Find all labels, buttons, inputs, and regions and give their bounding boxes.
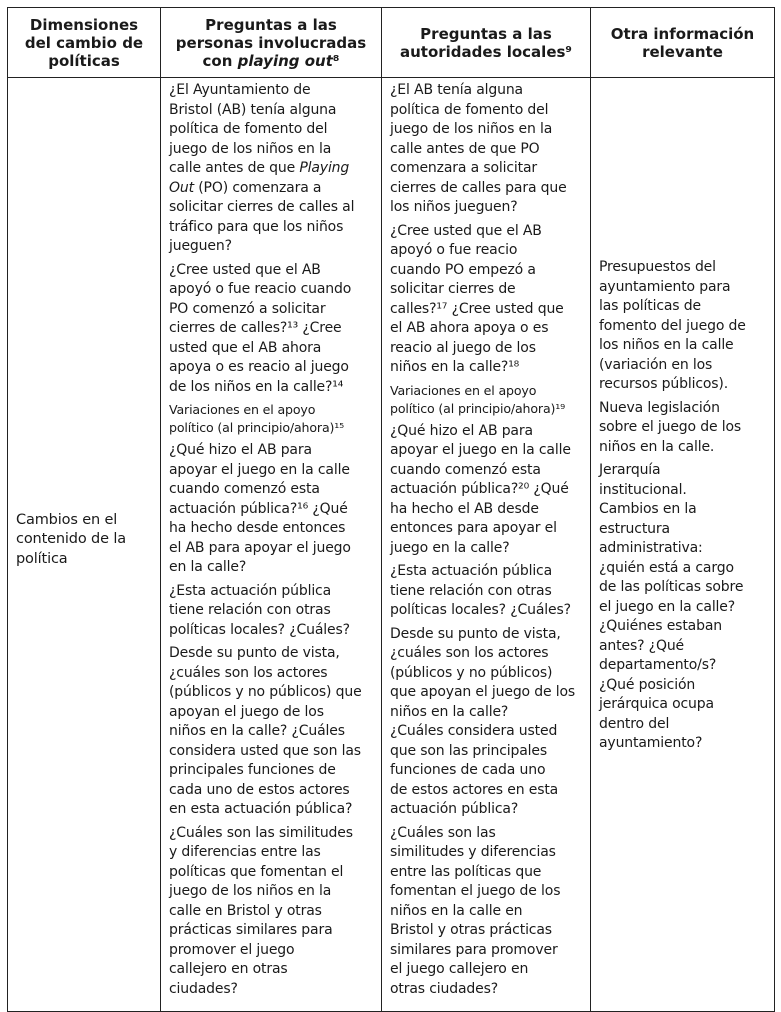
other-info-2: Nueva legislación sobre el juego de los niños en la calle. [599, 399, 742, 455]
header-dimensions-text: Dimensiones del cambio de políticas [24, 15, 144, 70]
stakeholder-question-4: ¿Qué hizo el AB para apoyar el juego en la calle cuando comenzó esta actuación pública?¹⁶ ¿Qué ha hecho desde entonces el AB para apoyar el juego en la calle? [169, 442, 351, 575]
authority-question-5: ¿Esta actuación pública tiene relación con otras políticas locales? ¿Cuáles? [390, 563, 571, 618]
authority-question-1: ¿El AB tenía alguna política de fomento del juego de los niños en la calle antes de que PO comenzara a solicitar cierres de calles para que los niños jueguen? [390, 82, 567, 215]
header-authority-text: Preguntas a las autoridades locales⁹ [399, 24, 572, 61]
dimension-cell [8, 78, 161, 1012]
other-info-3: Jerarquía institucional. Cambios en la estructura administrativa: ¿quién está a cargo de las políticas sobre el juego en la calle? ¿Quiénes estaban antes? ¿Qué departamento/s? ¿Qué posición jerárquica ocupa dentro del ayuntamiento? [599, 462, 744, 751]
stakeholder-question-2: ¿Cree usted que el AB apoyó o fue reacio cuando PO comenzó a solicitar cierres de calles?¹³ ¿Cree usted que el AB ahora apoya o es reacio al juego de los niños en la calle?¹⁴ [169, 261, 352, 395]
header-row [8, 8, 775, 78]
header-dimensions [8, 8, 161, 78]
stakeholder-question-6: Desde su punto de vista, ¿cuáles son los actores (públicos y no públicos) que apoyan el juego de los niños en la calle? ¿Cuáles considera usted que son las principales funciones de cada uno de estos actores en esta actuación pública? [169, 645, 362, 817]
stakeholder-question-5: ¿Esta actuación pública tiene relación con otras políticas locales? ¿Cuáles? [169, 582, 350, 638]
authority-question-7: ¿Cuáles son las similitudes y diferencias entre las políticas que fomentan el juego de los niños en la calle en Bristol y otras prácticas similares para promover el juego callejero en otras ciudades? [390, 824, 561, 997]
authority-question-6: Desde su punto de vista, ¿cuáles son los actores (públicos y no públicos) que apoyan el juego de los niños en la calle? ¿Cuáles considera usted que son las principales funciones de cada uno de estos actores en esta actuación pública? [390, 625, 576, 817]
other-info-1: Presupuestos del ayuntamiento para las políticas de fomento del juego de los niños en la calle (variación en los recursos públicos). [599, 259, 746, 392]
table-row [8, 78, 775, 1012]
other-info-cell [591, 78, 775, 1012]
authority-question-3: Variaciones en el apoyo político (al principio/ahora)¹⁹ [390, 382, 566, 416]
q1-part-c: (PO) comenzara a solicitar cierres de calles al tráfico para que los niños jueguen? [169, 179, 355, 254]
q1-part-a: ¿El Ayuntamiento de Bristol (AB) tenía alguna política de fomento del juego de los niños en la calle antes de que [169, 82, 337, 176]
header-playing-out: playing out [237, 51, 333, 70]
authority-question-2: ¿Cree usted que el AB apoyó o fue reacio cuando PO empezó a solicitar cierres de calles?¹⁷ ¿Cree usted que el AB ahora apoya o es reacio al juego de los niños en la calle?¹⁸ [390, 222, 564, 375]
header-stakeholder-questions [161, 8, 382, 78]
header-stakeholder-text: Preguntas a las personas involucradas con [175, 15, 367, 70]
header-authority-questions [382, 8, 591, 78]
stakeholder-question-3: Variaciones en el apoyo político (al principio/ahora)¹⁵ [169, 402, 345, 435]
header-other-info [591, 8, 775, 78]
header-footnote: ⁸ [332, 51, 340, 70]
header-other-text: Otra información relevante [610, 24, 755, 61]
stakeholder-questions-cell [161, 78, 382, 1012]
authority-question-4: ¿Qué hizo el AB para apoyar el juego en la calle cuando comenzó esta actuación pública?²⁰ ¿Qué ha hecho el AB desde entonces para apoyar el juego en la calle? [390, 422, 571, 556]
dimension-text: Cambios en el contenido de la política [16, 511, 126, 567]
q1-playing-out: Playing Out [169, 160, 350, 196]
stakeholder-question-7: ¿Cuáles son las similitudes y diferencias entre las políticas que fomentan el juego de los niños en la calle en Bristol y otras prácticas similares para promover el juego callejero en otras ciudades? [169, 824, 353, 997]
stakeholder-question-1 [169, 81, 375, 257]
authority-questions-cell [382, 78, 591, 1012]
policy-questions-table [7, 7, 775, 1012]
